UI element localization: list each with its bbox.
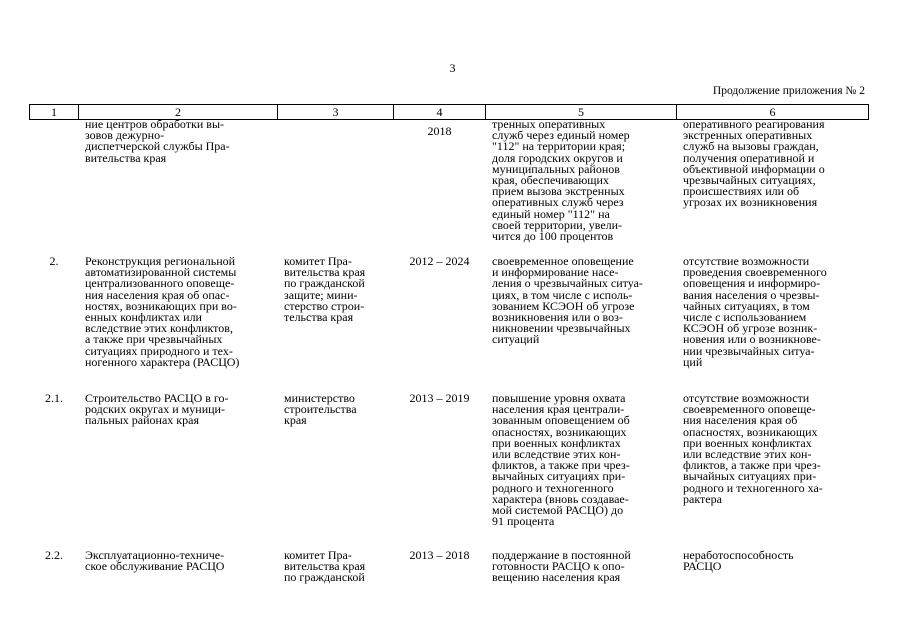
measure-name: ние центров обработки вы- зовов дежурно- диспетчерской службы Пра- вительства края	[85, 117, 230, 165]
column-header-5: 5	[486, 105, 677, 120]
expected-result: своевременное оповещение и информирование насе- ления о чрезвычайных ситуа- циях, в том числе с исполь- зованием КСЭОН об угрозе возникновения или о воз- никновении чрезвычайных ситуаций	[492, 254, 643, 347]
appendix-continuation-note: Продолжение приложения № 2	[712, 85, 865, 97]
row-number: 2.	[49, 254, 59, 268]
table-row	[30, 393, 869, 550]
expected-result: тренных оперативных служб через единый номер "112" на территории края; доля городских округов и муниципальных районов края, обеспечивающих прием вызова экстренных оперативных служб через единый номер "112" на своей территории, увели- чится до 100 процентов	[492, 117, 630, 244]
table-row	[30, 256, 869, 393]
row-number: 2.2.	[45, 548, 63, 562]
measure-name: Строительство РАСЦО в го- родских округах и муници- пальных районах края	[85, 391, 229, 428]
period: 2018	[427, 124, 452, 138]
consequence: оперативного реагирования экстренных оперативных служб на вызовы граждан, получения оперативной и объективной информации о чрезвычайных ситуациях, происшествиях или об угрозах их возникновения	[683, 117, 825, 210]
expected-result: поддержание в постоянной готовности РАСЦО к опо- вещению населения края	[492, 548, 631, 585]
consequence: отсутствие возможности своевременного оповеще- ния населения края об опасностях, возникающих при военных конфликтах или вследствие этих кон- фликтов, а также при чрез- вычайных ситуациях при- родного и техногенного ха- рактера	[683, 391, 823, 506]
measure-name: Эксплуатационно-техниче- ское обслуживание РАСЦО	[85, 548, 225, 574]
column-header-2: 2	[79, 105, 278, 120]
executor	[278, 120, 394, 257]
executor: комитет Пра- вительства края по гражданской защите; мини- стерство строи- тельства края	[284, 254, 366, 325]
column-header-1: 1	[30, 105, 79, 120]
executor: министерство строительства края	[284, 391, 357, 428]
measure-name: Реконструкция региональной автоматизированной системы централизованного оповеще- ния населения края об опас- ностях, возникающих при во- енных конфликтах или вследствие этих конфликтов, а также при чрезвычайных ситуациях природного и тех- ногенного характера (РАСЦО)	[85, 254, 240, 369]
period: 2012 – 2024	[409, 254, 470, 268]
executor: комитет Пра- вительства края по гражданской	[284, 548, 366, 585]
period: 2013 – 2018	[409, 548, 470, 562]
row-number: 2.1.	[45, 391, 63, 405]
expected-result: повышение уровня охвата населения края централи- зованным оповещением об опасностях, возникающих при военных конфликтах или вследствие этих кон- фликтов, а также при чрез- вычайных ситуациях при- родного и техногенного характера (вновь создавае- мой системой РАСЦО) до 91 процента	[492, 391, 630, 529]
measures-table	[29, 104, 869, 610]
column-header-3: 3	[278, 105, 394, 120]
consequence: неработоспособность РАСЦО	[683, 548, 794, 574]
column-header-6: 6	[677, 105, 869, 120]
row-number	[30, 120, 79, 257]
table-row	[30, 120, 869, 257]
consequence: отсутствие возможности проведения своевременного оповещения и информиро- вания населения о чрезвы- чайных ситуациях, в том числе с использованием КСЭОН об угрозе возник- новения или о возникнове- нии чрезвычайных ситуа- ций	[683, 254, 827, 369]
page-number: 3	[449, 61, 456, 75]
table-row	[30, 550, 869, 610]
column-header-4: 4	[394, 105, 486, 120]
period: 2013 – 2019	[409, 391, 470, 405]
